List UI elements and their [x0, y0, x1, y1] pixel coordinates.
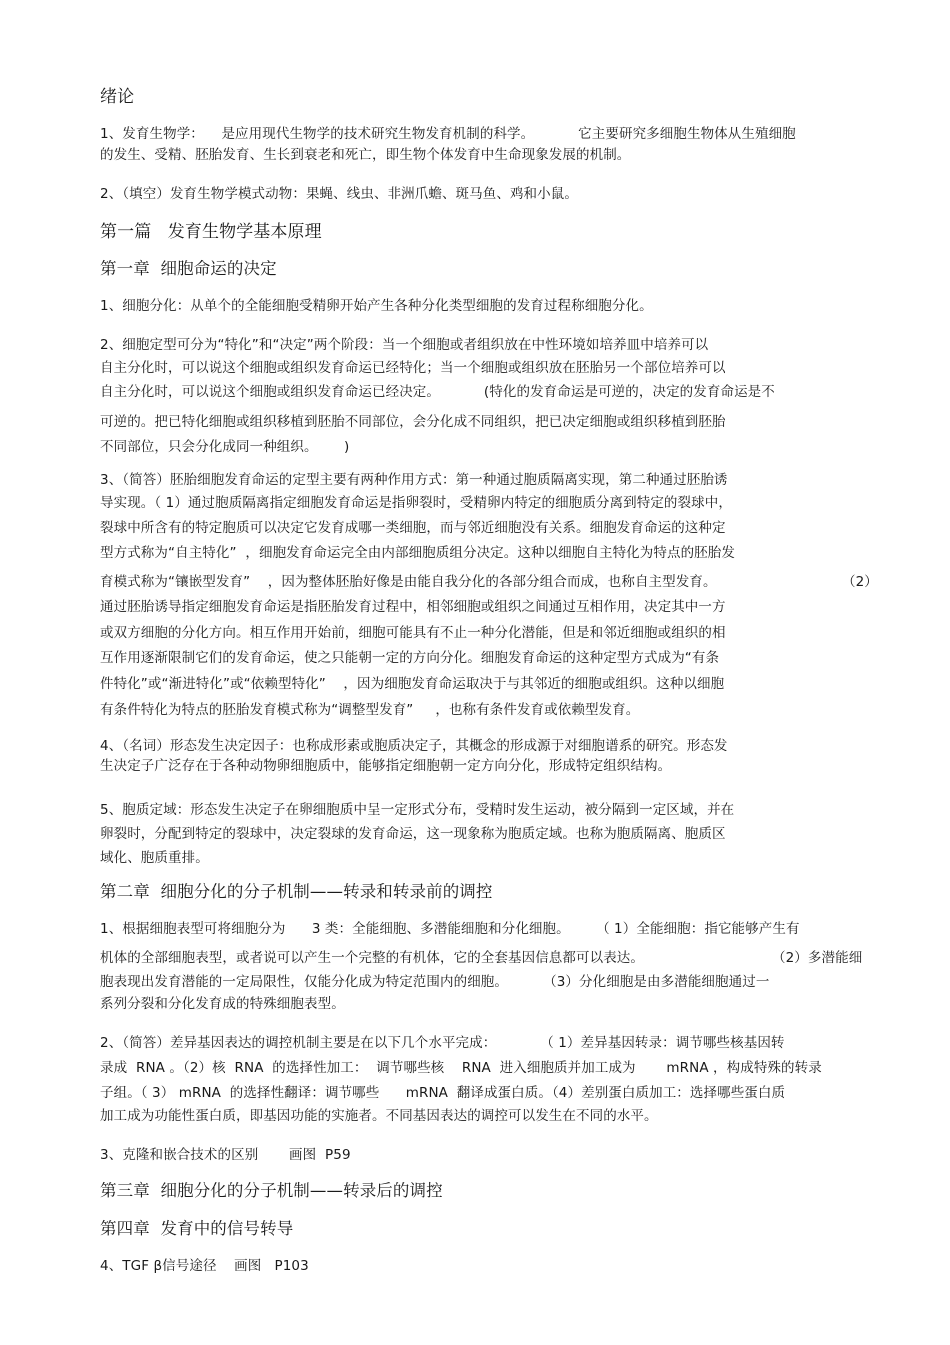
ch1-p3-line9: 件特化”或“渐进特化”或“依赖型特化” ，因为细胞发育命运取决于与其邻近的细胞或组织。这种以细胞	[100, 676, 725, 692]
ch1-p3-line6: 通过胚胎诱导指定细胞发育命运是指胚胎发育过程中，相邻细胞或组织之间通过互相作用，决定其中一方	[100, 599, 726, 615]
ch1-p3-line5: 育模式称为“镶嵌型发育” ，因为整体胚胎好像是由能自我分化的各部分组合而成，也称自主型发育。	[100, 574, 717, 590]
ch1-p2-line4: 可逆的。把已特化细胞或组织移植到胚胎不同部位，会分化成不同组织，把已决定细胞或组织移植到胚胎	[100, 414, 726, 430]
chapter3-title: 第三章 细胞分化的分子机制——转录后的调控	[100, 1181, 443, 1200]
ch1-p2-line2: 自主分化时，可以说这个细胞或组织发育命运已经特化；当一个细胞或组织放在胚胎另一个部位培养可以	[100, 360, 726, 376]
ch1-p2-line1: 2、细胞定型可分为“特化”和“决定”两个阶段：当一个细胞或者组织放在中性环境如培养皿中培养可以	[100, 337, 709, 353]
ch2-p1-line4: 系列分裂和分化发育成的特殊细胞表型。	[100, 996, 345, 1012]
chapter4-title: 第四章 发育中的信号转导	[100, 1219, 294, 1238]
intro-p2: 2、（填空）发育生物学模式动物：果蝇、线虫、非洲爪蟾、斑马鱼、鸡和小鼠。	[100, 186, 578, 202]
ch2-p1-line1: 1、根据细胞表型可将细胞分为 3 类：全能细胞、多潜能细胞和分化细胞。 （ 1）全能细胞：指它能够产生有	[100, 921, 800, 937]
section-title-intro: 绪论	[100, 87, 135, 107]
intro-p1-line2: 的发生、受精、胚胎发育、生长到衰老和死亡，即生物个体发育中生命现象发展的机制。	[100, 147, 631, 163]
intro-p1-line1: 1、发育生物学： 是应用现代生物学的技术研究生物发育机制的科学。 它主要研究多细胞生物体从生殖细胞	[100, 126, 796, 142]
ch1-p3-line8: 互作用逐渐限制它们的发育命运，使之只能朝一定的方向分化。细胞发育命运的这种定型方式成为“有条	[100, 650, 720, 666]
ch1-p3-line3: 裂球中所含有的特定胞质可以决定它发育成哪一类细胞，而与邻近细胞没有关系。细胞发育命运的这种定	[100, 520, 726, 536]
ch1-p2-line3: 自主分化时，可以说这个细胞或组织发育命运已经决定。 (特化的发育命运是可逆的，决定的发育命运是不	[100, 384, 775, 400]
ch1-p3-line1: 3、（简答）胚胎细胞发育命运的定型主要有两种作用方式：第一种通过胞质隔离实现，第二种通过胚胎诱	[100, 472, 728, 488]
ch1-p5-line2: 卵裂时，分配到特定的裂球中，决定裂球的发育命运，这一现象称为胞质定域。也称为胞质隔离、胞质区	[100, 826, 726, 842]
ch2-p2-line4: 加工成为功能性蛋白质，即基因功能的实施者。不同基因表达的调控可以发生在不同的水平。	[100, 1108, 658, 1124]
ch2-p2-line2: 录成 RNA 。（2）核 RNA 的选择性加工： 调节哪些核 RNA 进入细胞质并加工成为 mRNA ，构成特殊的转录	[100, 1060, 822, 1076]
ch2-p2-line1: 2、（简答）差异基因表达的调控机制主要是在以下几个水平完成： （ 1）差异基因转录：调节哪些核基因转	[100, 1035, 785, 1051]
ch2-p1-line2: 机体的全部细胞表型，或者说可以产生一个完整的有机体，它的全套基因信息都可以表达。	[100, 950, 644, 966]
chapter2-title: 第二章 细胞分化的分子机制——转录和转录前的调控	[100, 882, 493, 901]
ch2-p3: 3、克隆和嵌合技术的区别 画图 P59	[100, 1147, 351, 1163]
ch2-p1-line3: 胞表现出发育潜能的一定局限性，仅能分化成为特定范围内的细胞。 （3）分化细胞是由多潜能细胞通过一	[100, 974, 770, 990]
ch1-p4-line2: 生决定子广泛存在于各种动物卵细胞质中，能够指定细胞朝一定方向分化，形成特定组织结构。	[100, 758, 672, 774]
ch1-p1: 1、细胞分化：从单个的全能细胞受精卵开始产生各种分化类型细胞的发育过程称细胞分化。	[100, 298, 653, 314]
ch2-p2-line3: 子组。（ 3） mRNA 的选择性翻译：调节哪些 mRNA 翻译成蛋白质。（4）差别蛋白质加工：选择哪些蛋白质	[100, 1085, 786, 1101]
ch1-p3-line10: 有条件特化为特点的胚胎发育模式称为“调整型发育” ，也称有条件发育或依赖型发育。	[100, 702, 640, 718]
ch1-p5-line3: 域化、胞质重排。	[100, 850, 209, 866]
ch1-p4-line1: 4、（名词）形态发生决定因子：也称成形素或胞质决定子，其概念的形成源于对细胞谱系的研究。形态发	[100, 738, 728, 754]
part1-title: 第一篇 发育生物学基本原理	[100, 222, 322, 242]
chapter1-title: 第一章 细胞命运的决定	[100, 259, 277, 278]
ch4-p1: 4、TGF β信号途径 画图 P103	[100, 1258, 309, 1274]
ch1-p3-line7: 或双方细胞的分化方向。相互作用开始前，细胞可能具有不止一种分化潜能，但是和邻近细胞或组织的相	[100, 625, 726, 641]
ch1-p3-line4: 型方式称为“自主特化” ，细胞发育命运完全由内部细胞质组分决定。这种以细胞自主特化为特点的胚胎发	[100, 545, 735, 561]
ch1-p2-line5: 不同部位，只会分化成同一种组织。 )	[100, 439, 350, 455]
ch1-p5-line1: 5、胞质定域：形态发生决定子在卵细胞质中呈一定形式分布，受精时发生运动，被分隔到一定区域，并在	[100, 802, 735, 818]
ch1-p3-line2: 导实现。（ 1）通过胞质隔离指定细胞发育命运是指卵裂时，受精卵内特定的细胞质分离到特定的裂球中，	[100, 495, 732, 511]
ch1-p3-line5-tail: （2）	[842, 574, 878, 590]
ch2-p1-line2-tail: （2）多潜能细	[772, 950, 863, 966]
